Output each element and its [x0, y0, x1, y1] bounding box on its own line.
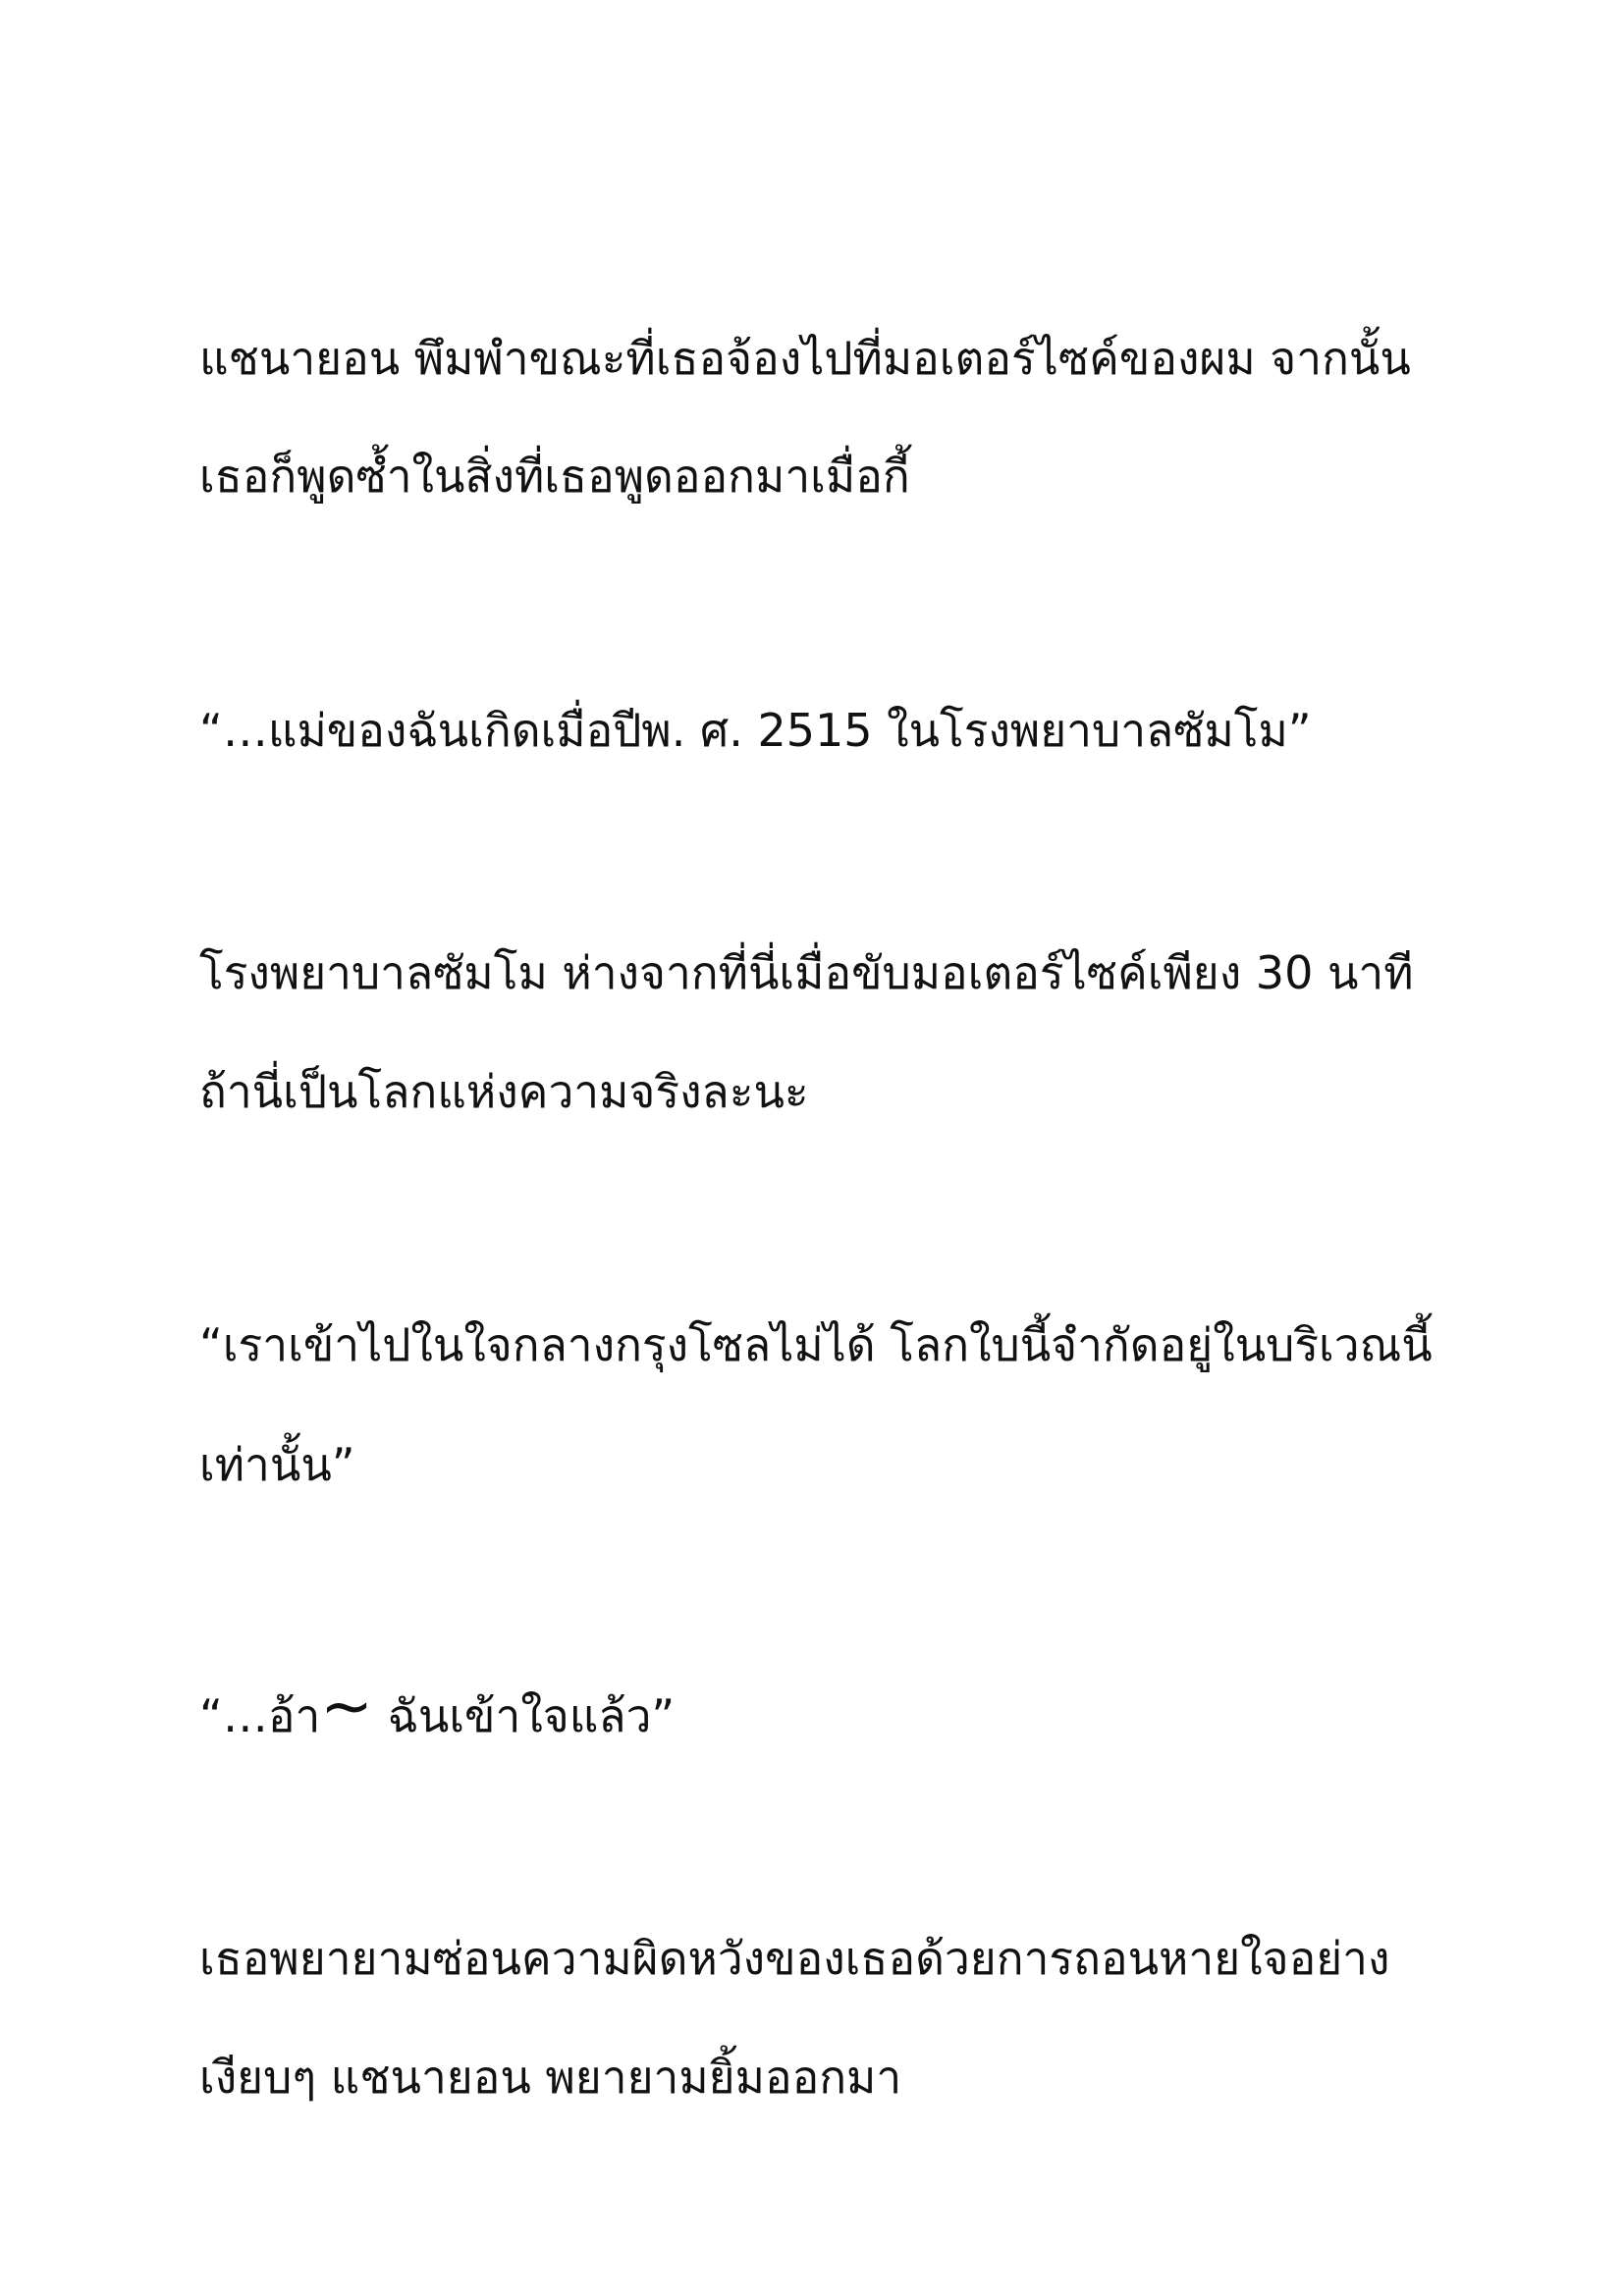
paragraph-5-line-1 — [199, 1671, 676, 1745]
paragraph-3-line-1: โรงพยาบาลซัมโม ห่างจากที่นี่เมื่อขับมอเตอร์ไซค์เพียง 30 นาที — [199, 946, 1414, 999]
paragraph-4-line-1: “เราเข้าไปในใจกลางกรุงโซลไม่ได้ โลกใบนี้จำกัดอยู่ในบริเวณนี้ — [199, 1318, 1433, 1371]
paragraph-2-line-1: “…แม่ของฉันเกิดเมื่อปีพ. ศ. 2515 ในโรงพยาบาลซัมโม” — [199, 704, 1312, 757]
paragraph-4-line-2: เท่านั้น” — [199, 1438, 355, 1491]
paragraph-6-line-1: เธอพยายามซ่อนความผิดหวังของเธอด้วยการถอนหายใจอย่าง — [199, 1932, 1390, 1985]
tilde-mark: ~ — [320, 1671, 373, 1743]
paragraph-1-line-2: เธอก็พูดซ้ำในสิ่งที่เธอพูดออกมาเมื่อกี้ — [199, 450, 910, 503]
dialogue-start: “…อ้า — [199, 1689, 321, 1742]
dialogue-end: ฉันเข้าใจแล้ว” — [372, 1689, 676, 1742]
paragraph-6-line-2: เงียบๆ แชนายอน พยายามยิ้มออกมา — [199, 2051, 902, 2104]
paragraph-3-line-2: ถ้านี่เป็นโลกแห่งความจริงละนะ — [199, 1065, 809, 1118]
paragraph-1-line-1: แชนายอน พึมพำขณะที่เธอจ้องไปที่มอเตอร์ไซค์ของผม จากนั้น — [199, 332, 1411, 385]
